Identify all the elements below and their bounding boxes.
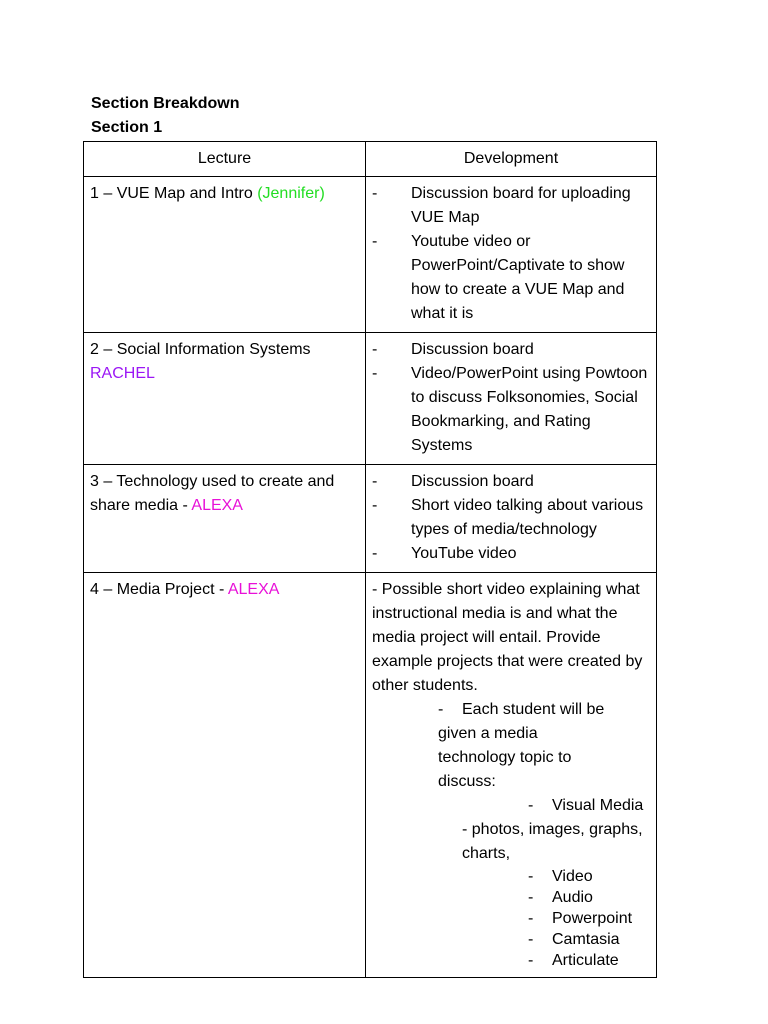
development-cell: [366, 465, 657, 573]
list-item: [372, 470, 650, 494]
nested-list-item: [372, 908, 650, 929]
list-item: [372, 494, 650, 542]
lecture-title: 1 – VUE Map and Intro: [90, 185, 258, 202]
list-item-text: Visual Media - photos, images, graphs, charts,: [462, 797, 644, 862]
development-intro: - Possible short video explaining what instructional media is and what the media project will entail. Provide example projects that were created by other students.: [372, 581, 643, 694]
bullet-dash: -: [372, 365, 378, 382]
lecture-title: 4 – Media Project -: [90, 581, 228, 598]
presenter-name: RACHEL: [90, 365, 155, 382]
bullet-dash: -: [528, 952, 534, 969]
lecture-cell: [84, 573, 366, 978]
list-item: [372, 230, 650, 326]
header-development: Development: [366, 142, 657, 177]
bullet-dash: -: [528, 889, 534, 906]
bullet-dash: -: [528, 910, 534, 927]
list-item-text: Articulate: [552, 952, 619, 969]
section-title: Section 1: [91, 119, 163, 136]
development-cell: [366, 177, 657, 333]
bullet-dash: -: [372, 233, 378, 250]
bullet-dash: -: [372, 545, 378, 562]
table-row: [84, 177, 657, 333]
list-item: [372, 362, 650, 458]
list-item-text: Camtasia: [552, 931, 620, 948]
presenter-name: (Jennifer): [257, 185, 325, 202]
presenter-name: ALEXA: [227, 581, 280, 598]
list-item: [372, 542, 650, 566]
list-item-text: Youtube video or PowerPoint/Captivate to show how to create a VUE Map and what it is: [411, 233, 625, 322]
bullet-dash: -: [372, 341, 378, 358]
development-cell: [366, 333, 657, 465]
list-item-text: YouTube video: [411, 545, 517, 562]
list-item-text: Discussion board: [411, 473, 534, 490]
lecture-cell: [84, 333, 366, 465]
list-item-text: Discussion board for uploading VUE Map: [411, 185, 631, 226]
nested-list-item: [372, 950, 650, 971]
nested-list-item: [372, 887, 650, 908]
list-item-text: Audio: [552, 889, 593, 906]
nested-list-item: [372, 866, 650, 887]
table-row: [84, 465, 657, 573]
list-item: [372, 182, 650, 230]
table-row: [84, 573, 657, 978]
bullet-dash: -: [372, 185, 378, 202]
nested-list-item: [462, 794, 652, 866]
list-item-text: Each student will be given a media technology topic to discuss:: [438, 701, 605, 790]
list-item-text: Discussion board: [411, 341, 534, 358]
lecture-cell: [84, 465, 366, 573]
list-item: [372, 338, 650, 362]
development-cell: [366, 573, 657, 978]
lecture-title: 2 – Social Information Systems: [90, 341, 311, 358]
bullet-dash: -: [528, 931, 534, 948]
section-breakdown-table: [83, 141, 657, 978]
list-item-text: Short video talking about various types of media/technology: [411, 497, 644, 538]
bullet-dash: -: [528, 868, 534, 885]
header-lecture: Lecture: [84, 142, 366, 177]
nested-list-item: [372, 929, 650, 950]
list-item-text: Video: [552, 868, 593, 885]
lecture-title: 3 – Technology used to create and share media -: [90, 473, 335, 514]
bullet-dash: -: [528, 797, 534, 814]
table-row: [84, 333, 657, 465]
lecture-cell: [84, 177, 366, 333]
list-item-text: Video/PowerPoint using Powtoon to discuss Folksonomies, Social Bookmarking, and Rating Systems: [411, 365, 648, 454]
bullet-dash: -: [438, 701, 444, 718]
table-header-row: [84, 142, 657, 177]
document-title: Section Breakdown: [91, 95, 240, 112]
nested-list-item: [417, 698, 618, 794]
list-item-text: Powerpoint: [552, 910, 633, 927]
bullet-dash: -: [372, 497, 378, 514]
bullet-dash: -: [372, 473, 378, 490]
presenter-name: ALEXA: [191, 497, 243, 514]
